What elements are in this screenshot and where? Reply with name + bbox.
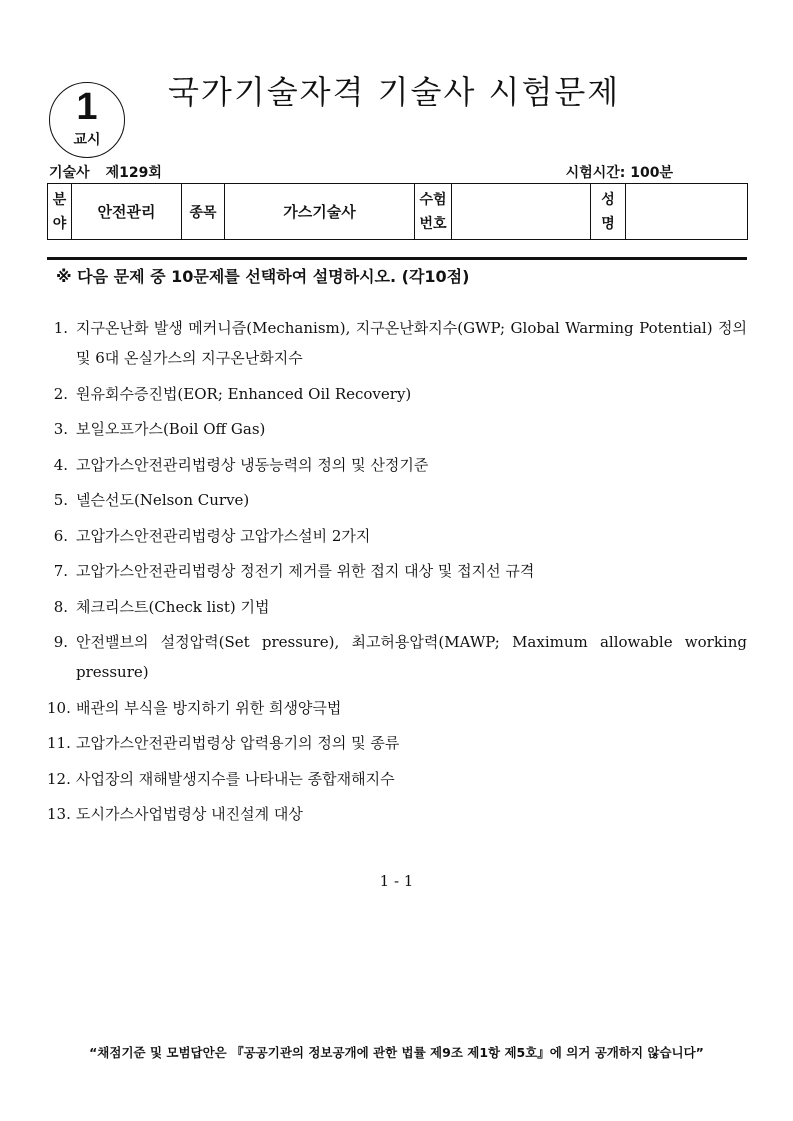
question-item — [47, 592, 747, 622]
question-item — [47, 728, 747, 758]
exam-info-table — [47, 183, 748, 240]
field-label-bottom: 야 — [52, 215, 67, 232]
question-text: 보일오프가스(Boil Off Gas) — [76, 420, 266, 438]
exam-number-label-top: 수험 — [419, 191, 447, 208]
question-item — [47, 764, 747, 794]
question-text: 고압가스안전관리법령상 고압가스설비 2가지 — [76, 526, 371, 545]
question-item — [47, 693, 747, 723]
question-text: 원유회수증진법(EOR; Enhanced Oil Recovery) — [76, 384, 412, 403]
exam-number-field[interactable] — [452, 184, 591, 240]
question-number: 2. — [53, 384, 68, 403]
period-badge — [49, 82, 125, 158]
question-text: 고압가스안전관리법령상 압력용기의 정의 및 종류 — [76, 734, 400, 752]
question-item — [47, 450, 747, 480]
question-text: 넬슨선도(Nelson Curve) — [76, 491, 250, 509]
question-text: 체크리스트(Check list) 기법 — [76, 597, 270, 616]
page-title: 국가기술자격 기술사 시험문제 — [168, 73, 621, 111]
question-number: 8. — [53, 597, 68, 616]
exam-time-label: 시험시간: — [565, 165, 626, 181]
question-number: 11. — [47, 734, 71, 752]
question-number: 13. — [47, 805, 71, 823]
question-item — [47, 485, 747, 515]
exam-number-label-cell — [415, 184, 452, 240]
disclosure-footer: “채점기준 및 모범답안은 『공공기관의 정보공개에 관한 법률 제9조 제1항 제5호』에 의거 공개하지 않습니다” — [89, 1045, 704, 1060]
exam-meta-left — [49, 164, 162, 182]
name-label-cell — [591, 184, 626, 240]
exam-number-label-bottom: 번호 — [419, 215, 447, 232]
question-number: 3. — [53, 420, 68, 438]
name-field[interactable] — [626, 184, 748, 240]
question-item — [47, 379, 747, 409]
question-item — [47, 627, 747, 687]
exam-time-value: 100분 — [630, 165, 673, 181]
question-number: 1. — [53, 319, 68, 337]
name-label-top: 성 — [601, 191, 615, 208]
question-number: 7. — [53, 562, 68, 580]
question-number: 12. — [47, 769, 71, 788]
question-item — [47, 521, 747, 551]
question-number: 10. — [47, 698, 71, 717]
question-text: 고압가스안전관리법령상 냉동능력의 정의 및 산정기준 — [76, 455, 429, 474]
question-item — [47, 799, 747, 829]
question-item — [47, 414, 747, 444]
item-label: 종목 — [182, 184, 225, 240]
question-number: 4. — [53, 455, 68, 474]
question-number: 9. — [53, 633, 68, 651]
field-value: 안전관리 — [72, 184, 182, 240]
question-item — [47, 313, 747, 373]
period-number: 1 — [76, 86, 98, 128]
question-text: 안전밸브의 설정압력(Set pressure), 최고허용압력(MAWP; Maximum allowable working pressure) — [76, 633, 747, 681]
page-number: 1 - 1 — [379, 872, 414, 890]
exam-round: 제129회 — [105, 165, 162, 181]
field-label-cell — [48, 184, 72, 240]
instruction-text: ※ 다음 문제 중 10문제를 선택하여 설명하시오. (각10점) — [56, 267, 470, 286]
question-list — [47, 313, 747, 835]
name-label-bottom: 명 — [601, 215, 615, 232]
question-text: 지구온난화 발생 메커니즘(Mechanism), 지구온난화지수(GWP; Global Warming Potential) 정의 및 6대 온실가스의 지구온난화지수 — [76, 319, 747, 367]
exam-category: 기술사 — [49, 165, 90, 181]
item-value: 가스기술사 — [225, 184, 415, 240]
question-text: 배관의 부식을 방지하기 위한 희생양극법 — [76, 698, 342, 717]
section-divider — [47, 257, 747, 260]
question-text: 도시가스사업법령상 내진설계 대상 — [76, 805, 303, 823]
period-label: 교시 — [73, 132, 101, 148]
question-number: 5. — [53, 491, 68, 509]
question-item — [47, 556, 747, 586]
question-text: 사업장의 재해발생지수를 나타내는 종합재해지수 — [76, 769, 395, 788]
question-text: 고압가스안전관리법령상 정전기 제거를 위한 접지 대상 및 접지선 규격 — [76, 562, 535, 580]
question-number: 6. — [53, 526, 68, 545]
field-label-top: 분 — [52, 191, 67, 208]
exam-time — [566, 164, 673, 182]
